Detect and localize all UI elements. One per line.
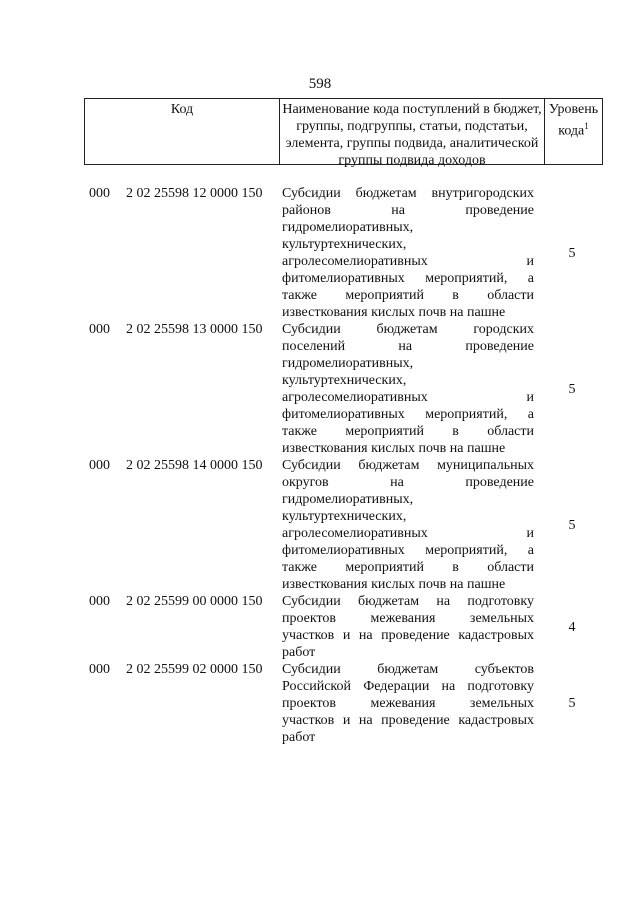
row-name-line: работ — [282, 730, 316, 745]
row-name-line: также мероприятий в области — [282, 288, 534, 303]
row-name-line: проектов межевания земельных — [282, 611, 534, 626]
row-admin-code: 000 — [89, 662, 110, 677]
header-level — [545, 99, 602, 164]
table-header — [84, 98, 603, 168]
page-number: 598 — [308, 76, 332, 92]
row-name-line: Субсидии бюджетам внутригородских — [282, 186, 534, 201]
row-admin-code: 000 — [89, 322, 110, 337]
header-level-label: Уровень кода — [548, 102, 599, 139]
row-name-line: культуртехнических, — [282, 237, 407, 252]
row-name-line: фитомелиоративных мероприятий, а — [282, 271, 534, 286]
row-name-line: также мероприятий в области — [282, 424, 534, 439]
row-level: 5 — [568, 246, 576, 261]
row-name — [282, 185, 534, 321]
row-name — [282, 321, 534, 457]
table-row — [0, 321, 640, 457]
row-level: 5 — [568, 696, 576, 711]
row-name-line: фитомелиоративных мероприятий, а — [282, 407, 534, 422]
row-name-line: Российской Федерации на подготовку — [282, 679, 534, 694]
row-level: 4 — [568, 620, 576, 635]
row-revenue-code: 2 02 25599 00 0000 150 — [126, 594, 263, 609]
row-admin-code: 000 — [89, 594, 110, 609]
row-name-line: известкования кислых почв на пашне — [282, 441, 506, 456]
row-name-line: известкования кислых почв на пашне — [282, 577, 506, 592]
table-row — [0, 457, 640, 593]
row-name-line: фитомелиоративных мероприятий, а — [282, 543, 534, 558]
row-name-line: участков и на проведение кадастровых — [282, 628, 534, 643]
row-name-line: гидромелиоративных, — [282, 220, 414, 235]
row-name-line: гидромелиоративных, — [282, 356, 414, 371]
table-body — [0, 185, 640, 746]
row-name-line: агролесомелиоративных и — [282, 526, 534, 541]
table-row — [0, 185, 640, 321]
row-revenue-code: 2 02 25599 02 0000 150 — [126, 662, 263, 677]
row-name-line: работ — [282, 645, 316, 660]
row-name-line: агролесомелиоративных и — [282, 254, 534, 269]
header-level-footnote: 1 — [584, 121, 589, 131]
row-revenue-code: 2 02 25598 12 0000 150 — [126, 186, 263, 201]
row-name-line: агролесомелиоративных и — [282, 390, 534, 405]
table-row — [0, 593, 640, 661]
row-name-line: культуртехнических, — [282, 509, 407, 524]
row-name-line: Субсидии бюджетам городских — [282, 322, 534, 337]
row-revenue-code: 2 02 25598 13 0000 150 — [126, 322, 263, 337]
row-name-line: гидромелиоративных, — [282, 492, 414, 507]
row-admin-code: 000 — [89, 186, 110, 201]
row-name-line: Субсидии бюджетам субъектов — [282, 662, 534, 677]
row-name-line: также мероприятий в области — [282, 560, 534, 575]
header-name: Наименование кода поступлений в бюджет, группы, подгруппы, статьи, подстатьи, элемента, группы подвида, аналитической группы подвида доходов — [280, 99, 545, 164]
row-level: 5 — [568, 382, 576, 397]
row-name-line: участков и на проведение кадастровых — [282, 713, 534, 728]
row-name-line: Субсидии бюджетам муниципальных — [282, 458, 534, 473]
row-name-line: округов на проведение — [282, 475, 534, 490]
row-name-line: поселений на проведение — [282, 339, 534, 354]
table-row — [0, 661, 640, 746]
row-name-line: Субсидии бюджетам на подготовку — [282, 594, 534, 609]
row-name-line: культуртехнических, — [282, 373, 407, 388]
header-code: Код — [85, 99, 280, 164]
row-level: 5 — [568, 518, 576, 533]
row-name — [282, 661, 534, 746]
row-admin-code: 000 — [89, 458, 110, 473]
row-name — [282, 593, 534, 661]
row-name-line: проектов межевания земельных — [282, 696, 534, 711]
row-name-line: районов на проведение — [282, 203, 534, 218]
row-name — [282, 457, 534, 593]
row-revenue-code: 2 02 25598 14 0000 150 — [126, 458, 263, 473]
row-name-line: известкования кислых почв на пашне — [282, 305, 506, 320]
